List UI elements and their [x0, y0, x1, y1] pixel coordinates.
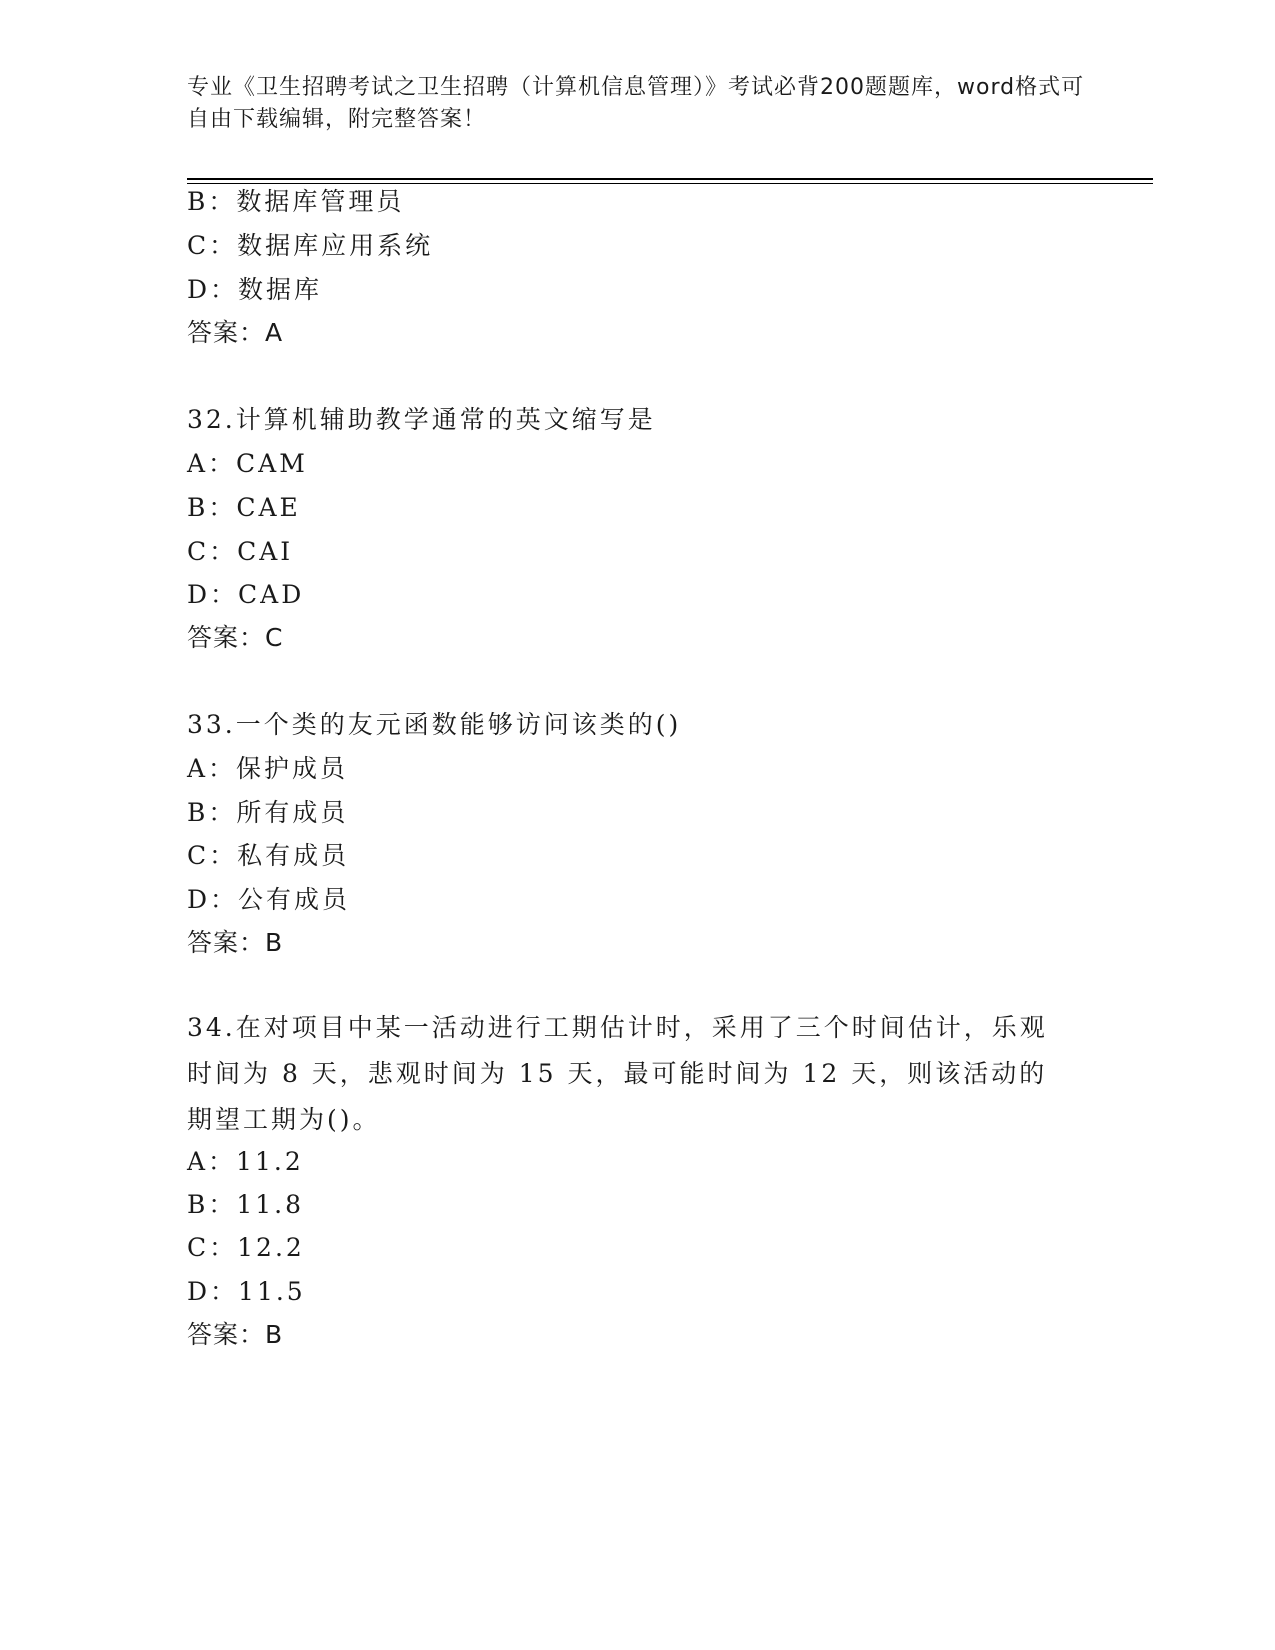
q32-answer: 答案：C	[187, 623, 284, 652]
q34-option-d: D：11.5	[187, 1277, 306, 1306]
q31-option-d: D：数据库	[187, 275, 323, 304]
q34-option-c: C：12.2	[187, 1233, 305, 1262]
q34-option-b: B：11.8	[187, 1190, 305, 1219]
q32-question: 32.计算机辅助教学通常的英文缩写是	[187, 405, 656, 434]
q34-question: 34.在对项目中某一活动进行工期估计时，采用了三个时间估计，乐观时间为 8 天，悲观时间为 15 天，最可能时间为 12 天，则该活动的期望工期为()。	[187, 1013, 1048, 1134]
q33-option-c: C：私有成员	[187, 841, 350, 870]
q31-answer: 答案：A	[187, 318, 284, 347]
q34-answer: 答案：B	[187, 1320, 284, 1349]
q32-option-c: C：CAI	[187, 537, 294, 566]
q32-option-b: B：CAE	[187, 493, 301, 522]
q33-answer: 答案：B	[187, 928, 284, 957]
q31-option-b: B：数据库管理员	[187, 187, 405, 216]
q32-option-d: D：CAD	[187, 580, 305, 609]
q32-option-a: A：CAM	[187, 449, 308, 478]
q31-option-c: C：数据库应用系统	[187, 231, 434, 260]
q33-option-b: B：所有成员	[187, 798, 349, 827]
header-rule-thick	[187, 178, 1153, 180]
q33-option-a: A：保护成员	[187, 754, 349, 783]
q34-option-a: A：11.2	[187, 1147, 304, 1176]
q33-question: 33.一个类的友元函数能够访问该类的()	[187, 710, 682, 739]
header-rule-thin	[187, 183, 1153, 184]
q33-option-d: D：公有成员	[187, 885, 351, 914]
document-header: 专业《卫生招聘考试之卫生招聘（计算机信息管理）》考试必背200题题库，word格式可自由下载编辑，附完整答案！	[187, 75, 1085, 132]
